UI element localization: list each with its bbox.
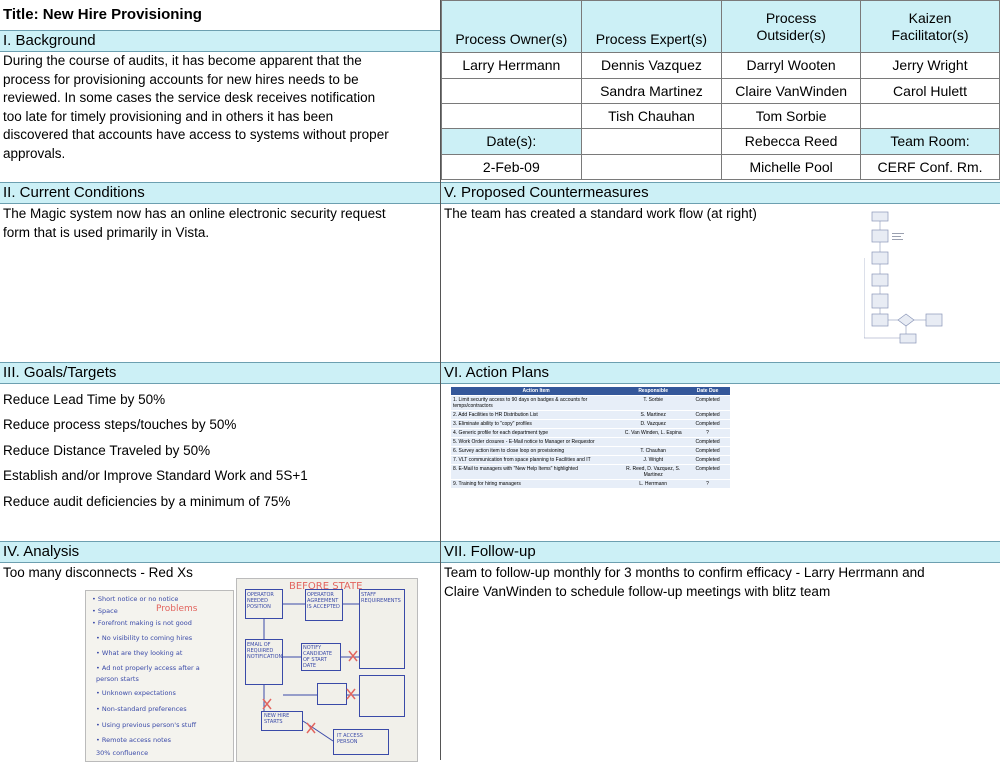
action-item: 1. Limit security access to 90 days on badges & accounts for temps/contractors [451, 396, 621, 411]
notes-heading: Problems [156, 604, 198, 614]
note-line: 30% confluence [96, 749, 149, 757]
workflow-graphic [864, 208, 948, 348]
action-row [451, 396, 730, 411]
background-text: During the course of audits, it has become apparent that the process for provisioning accounts for new hires needs to be reviewed. In some cases the service desk receives notification too late for timely provisioning and in others it has been discovered that accounts have access to systems without proper approvals. [3, 53, 389, 161]
note-line: • Space [92, 607, 118, 615]
analysis-header: IV. Analysis [0, 541, 440, 563]
responsible-col-header: Responsible [621, 387, 685, 396]
follow-up-text: Team to follow-up monthly for 3 months to confirm efficacy - Larry Herrmann and Claire VanWinden to schedule follow-up meetings with blitz team [444, 565, 925, 599]
date-due: Completed [685, 396, 730, 411]
responsible: J. Wright [621, 456, 685, 465]
action-item: 8. E-Mail to managers with "New Help Items" highlighted [451, 465, 621, 480]
date-due-col-header: Date Due [685, 387, 730, 396]
note-line: • Short notice or no notice [92, 595, 179, 603]
responsible: S. Martinez [621, 411, 685, 420]
expert-cell: Sandra Martinez [581, 79, 722, 104]
empty-cell [581, 155, 722, 180]
goal-item: Reduce process steps/touches by 50% [3, 417, 237, 432]
expert-cell: Dennis Vazquez [581, 53, 722, 79]
room-value: CERF Conf. Rm. [861, 155, 1000, 180]
date-due: ? [685, 480, 730, 489]
action-item: 7. VLT communication from space planning to Facilities and IT [451, 456, 621, 465]
date-label: Date(s): [442, 129, 582, 155]
flow-label: NEW HIRE STARTS [264, 713, 290, 725]
owner-cell: Larry Herrmann [442, 53, 582, 79]
note-line: person starts [96, 675, 139, 683]
facilitator-header: Kaizen Facilitator(s) [861, 1, 1000, 53]
current-conditions-header: II. Current Conditions [0, 182, 440, 204]
flow-label: OPERATOR NEEDED POSITION [247, 592, 274, 610]
team-table [441, 0, 1000, 180]
action-item: 3. Eliminate ability to "copy" profiles [451, 420, 621, 429]
goal-item: Reduce Distance Traveled by 50% [3, 443, 211, 458]
note-line: • What are they looking at [96, 649, 183, 657]
goal-item: Establish and/or Improve Standard Work and 5S+1 [3, 468, 308, 483]
current-conditions-text: The Magic system now has an online electronic security request form that is used primarily in Vista. [3, 206, 386, 240]
action-row [451, 447, 730, 456]
outsider-cell: Darryl Wooten [722, 53, 861, 79]
background-header: I. Background [0, 30, 440, 52]
responsible: T. Chauhan [621, 447, 685, 456]
action-plans-table [451, 387, 730, 489]
countermeasures-text: The team has created a standard work flow (at right) [444, 206, 757, 221]
action-row [451, 456, 730, 465]
owner-header: Process Owner(s) [442, 1, 582, 53]
action-item: 9. Training for hiring managers [451, 480, 621, 489]
flow-connectors [237, 579, 417, 761]
note-line: • No visibility to coming hires [96, 634, 193, 642]
responsible [621, 438, 685, 447]
facilitator-cell: Carol Hulett [861, 79, 1000, 104]
problems-notes-photo [85, 590, 234, 762]
note-line: • Forefront making is not good [92, 619, 192, 627]
note-line: • Ad not properly access after a [96, 664, 200, 672]
date-due: ? [685, 429, 730, 438]
flow-label: IT ACCESS PERSON [337, 733, 363, 745]
flow-label: OPERATOR AGREEMENT IS ACCEPTED [307, 592, 340, 610]
flow-label: STAFF REQUIREMENTS [361, 592, 401, 604]
flow-label: EMAIL OF REQUIRED NOTIFICATION [247, 642, 283, 660]
empty-cell [442, 104, 582, 129]
note-line: • Unknown expectations [96, 689, 176, 697]
date-due: Completed [685, 438, 730, 447]
date-due: Completed [685, 420, 730, 429]
responsible: C. Van Winden, L. Espina [621, 429, 685, 438]
expert-header: Process Expert(s) [581, 1, 722, 53]
empty-cell [861, 104, 1000, 129]
page-title: Title: New Hire Provisioning [3, 6, 202, 23]
room-label: Team Room: [861, 129, 1000, 155]
goal-item: Reduce audit deficiencies by a minimum of 75% [3, 494, 291, 509]
note-line: • Using previous person's stuff [96, 721, 197, 729]
countermeasures-header: V. Proposed Countermeasures [441, 182, 1000, 204]
note-line: • Remote access notes [96, 736, 172, 744]
standard-workflow-thumbnail [864, 208, 948, 348]
facilitator-cell: Jerry Wright [861, 53, 1000, 79]
action-item: 5. Work Order closures - E-Mail notice to Manager or Requestor [451, 438, 621, 447]
action-item: 2. Add Facilities to HR Distribution List [451, 411, 621, 420]
outsider-cell: Claire VanWinden [722, 79, 861, 104]
follow-up-header: VII. Follow-up [441, 541, 1000, 563]
outsider-cell: Tom Sorbie [722, 104, 861, 129]
action-row [451, 465, 730, 480]
action-item: 6. Survey action item to close loop on provisioning [451, 447, 621, 456]
before-state-diagram-photo [236, 578, 418, 762]
date-value: 2-Feb-09 [442, 155, 582, 180]
action-item: 4. Generic profile for each department type [451, 429, 621, 438]
empty-cell [442, 79, 582, 104]
expert-cell: Tish Chauhan [581, 104, 722, 129]
outsider-cell: Rebecca Reed [722, 129, 861, 155]
responsible: D. Vazquez [621, 420, 685, 429]
date-due: Completed [685, 447, 730, 456]
goal-item: Reduce Lead Time by 50% [3, 392, 166, 407]
goals-header: III. Goals/Targets [0, 362, 440, 384]
diagram-title: BEFORE STATE [289, 581, 363, 592]
action-plans-header: VI. Action Plans [441, 362, 1000, 384]
outsider-cell: Michelle Pool [722, 155, 861, 180]
date-due: Completed [685, 465, 730, 480]
action-row [451, 420, 730, 429]
action-row [451, 480, 730, 489]
responsible: T. Sorbie [621, 396, 685, 411]
date-due: Completed [685, 456, 730, 465]
action-row [451, 411, 730, 420]
flow-label: NOTIFY CANDIDATE OF START DATE [303, 645, 332, 669]
action-row [451, 438, 730, 447]
outsider-header: Process Outsider(s) [722, 1, 861, 53]
responsible: L. Herrmann [621, 480, 685, 489]
action-col-header: Action Item [451, 387, 621, 396]
analysis-text: Too many disconnects - Red Xs [3, 565, 193, 580]
note-line: • Non-standard preferences [96, 705, 187, 713]
action-row [451, 429, 730, 438]
responsible: R. Reed, D. Vazquez, S. Martinez [621, 465, 685, 480]
empty-cell [581, 129, 722, 155]
date-due: Completed [685, 411, 730, 420]
